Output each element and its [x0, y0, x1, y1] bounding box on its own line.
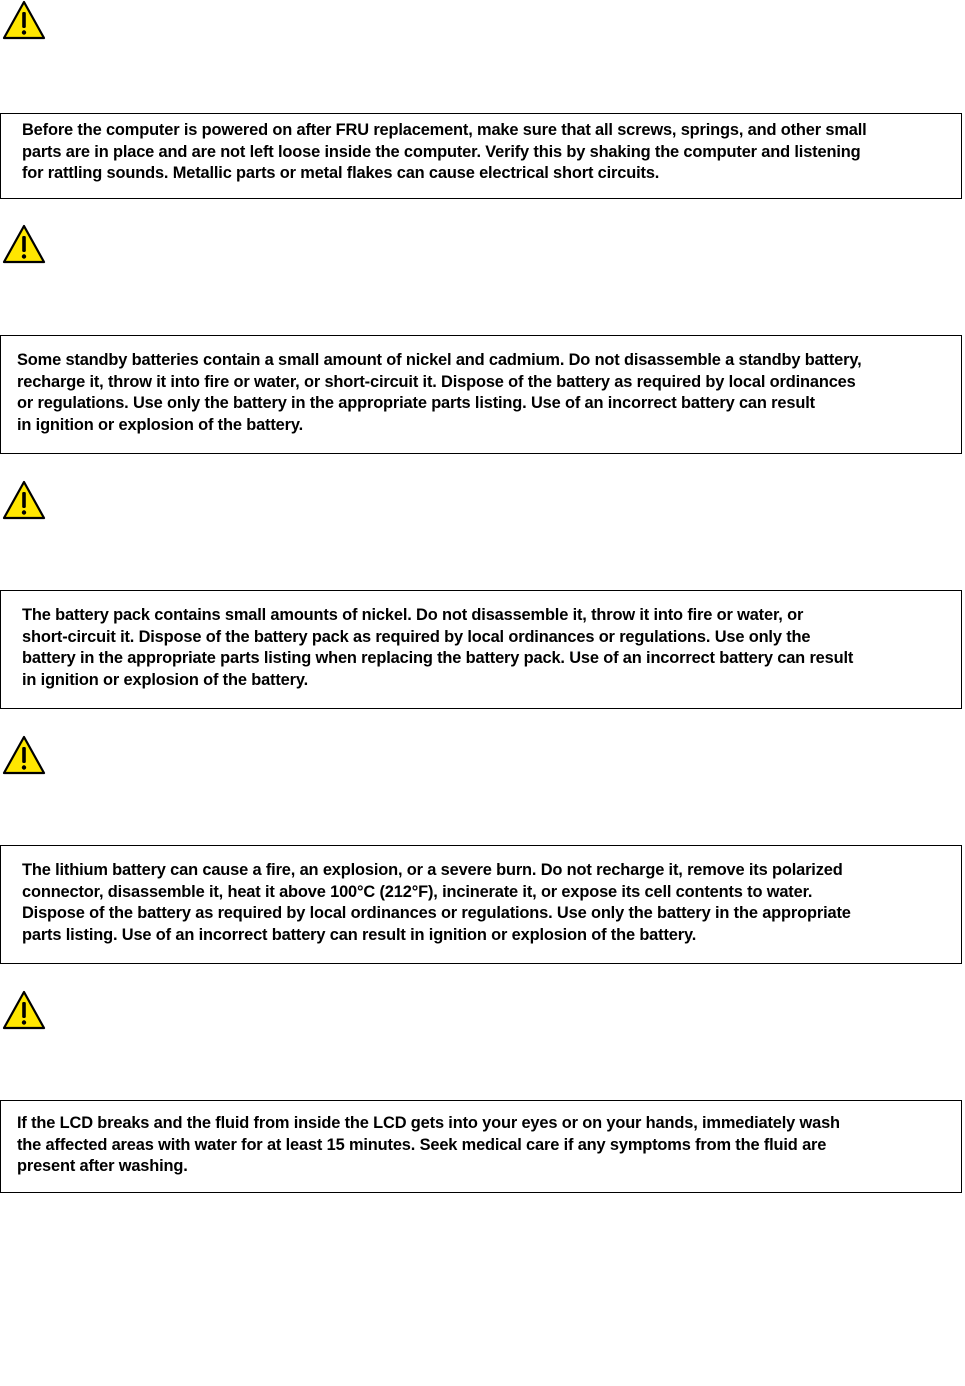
- warning-text: Before the computer is powered on after FRU replacement, make sure that all screws, springs, and other small parts are in place and are not left loose inside the computer. Verify this by shaking the computer and listening for rattling sounds. Metallic parts or metal flakes can cause electrical short circuits.: [22, 121, 867, 183]
- warning-notice-box: [0, 845, 962, 964]
- warning-notice-box: [0, 113, 962, 199]
- caution-triangle-icon: [2, 990, 46, 1030]
- warning-text: The battery pack contains small amounts of nickel. Do not disassemble it, throw it into fire or water, or short-circuit it. Dispose of the battery pack as required by local ordinances or regulations. Use only the battery in the appropriate parts listing when replacing the battery pack. Use of an incorrect battery can result in ignition or explosion of the battery.: [22, 606, 854, 689]
- caution-triangle-icon: [2, 480, 46, 520]
- caution-triangle-icon: [2, 224, 46, 264]
- warning-notice-box: [0, 1100, 962, 1193]
- warning-text: If the LCD breaks and the fluid from inside the LCD gets into your eyes or on your hands, immediately wash the affected areas with water for at least 15 minutes. Seek medical care if any symptoms from the fluid are present after washing.: [17, 1114, 840, 1176]
- warning-notice-box: [0, 590, 962, 709]
- warning-text: Some standby batteries contain a small amount of nickel and cadmium. Do not disassemble a standby battery, recharge it, throw it into fire or water, or short-circuit it. Dispose of the battery as required by local ordinances or regulations. Use only the battery in the appropriate parts listing. Use of an incorrect battery can result in ignition or explosion of the battery.: [17, 351, 862, 434]
- warning-text: The lithium battery can cause a fire, an explosion, or a severe burn. Do not recharge it, remove its polarized connector, disassemble it, heat it above 100°C (212°F), incinerate it, or expose its cell contents to water. Dispose of the battery as required by local ordinances or regulations. Use only the battery in the appropriate parts listing. Use of an incorrect battery can result in ignition or explosion of the battery.: [22, 861, 851, 944]
- caution-triangle-icon: [2, 735, 46, 775]
- warning-notice-box: [0, 335, 962, 454]
- caution-triangle-icon: [2, 0, 46, 40]
